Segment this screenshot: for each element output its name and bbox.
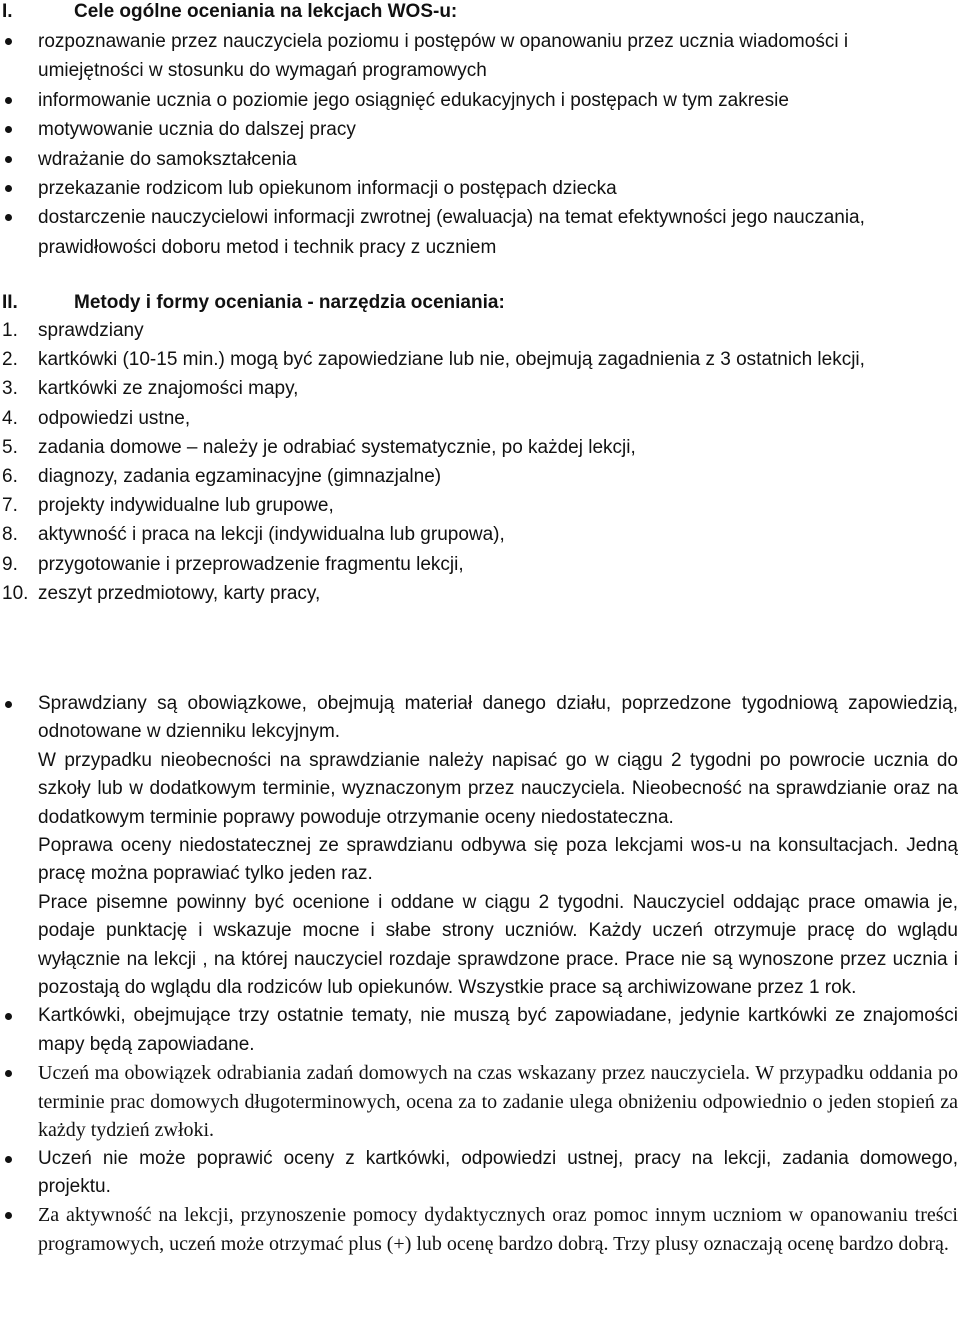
section-2-heading <box>2 288 505 317</box>
tool-item: 6. diagnozy, zadania egzaminacyjne (gimnazjalne) <box>2 466 442 488</box>
rules-list <box>0 690 958 1258</box>
rule-paragraph: Kartkówki, obejmujące trzy ostatnie tematy, nie muszą być zapowiadane, jedynie kartkówki ze znajomości mapy będą zapowiadane. <box>0 1002 958 1059</box>
goal-item: wdrażanie do samokształcenia <box>0 145 958 174</box>
tool-item: 5. zadania domowe – należy je odrabiać systematycznie, po każdej lekcji, <box>2 436 636 458</box>
rule-paragraph: Sprawdziany są obowiązkowe, obejmują materiał danego działu, poprzedzone tygodniową zapowiedzią, odnotowane w dzienniku lekcyjnym. <box>0 690 958 747</box>
goal-item: motywowanie ucznia do dalszej pracy <box>0 115 958 144</box>
section-2-title: Metody i formy oceniania - narzędzia oceniania: <box>74 292 505 313</box>
tool-item: 3. kartkówki ze znajomości mapy, <box>2 378 299 400</box>
rule-paragraph: Uczeń nie może poprawić oceny z kartkówki, odpowiedzi ustnej, pracy na lekcji, zadania domowego, projektu. <box>0 1145 958 1202</box>
rule-paragraph: Prace pisemne powinny być ocenione i oddane w ciągu 2 tygodni. Nauczyciel oddając prace omawia je, podaje punktację i wskazuje mocne i słabe strony uczniów. Każdy uczeń otrzymuje pracę do wglądu wyłącznie na lekcji , na której nauczyciel rozdaje sprawdzone prace. Prace nie są wynoszone przez ucznia i pozostają do wglądu dla rodziców lub opiekunów. Wszystkie prace są archiwizowane przez 1 rok. <box>38 891 958 999</box>
tool-item: 10. zeszyt przedmiotowy, karty pracy, <box>2 582 321 604</box>
tool-item: 8. aktywność i praca na lekcji (indywidualna lub grupowa), <box>2 524 505 546</box>
section-1-title: Cele ogólne oceniania na lekcjach WOS-u: <box>74 1 458 22</box>
goal-item: rozpoznawanie przez nauczyciela poziomu i postępów w opanowaniu przez ucznia wiadomości i umiejętności w stosunku do wymagań programowych <box>0 27 958 86</box>
goals-list <box>0 27 958 262</box>
goal-item: informowanie ucznia o poziomie jego osiągnięć edukacyjnych i postępach w tym zakresie <box>0 86 958 115</box>
section-1-heading <box>2 0 457 26</box>
rule-paragraph: Uczeń ma obowiązek odrabiania zadań domowych na czas wskazany przez nauczyciela. W przypadku oddania po terminie prac domowych długoterminowych, ocena za to zadanie ulega obniżeniu odpowiednio o jeden stopień za każdy tydzień zwłoki. <box>0 1059 958 1144</box>
rule-paragraph: Poprawa oceny niedostatecznej ze sprawdzianu odbywa się poza lekcjami wos-u na konsultacjach. Jedną pracę można poprawiać tylko jeden raz. <box>38 835 958 885</box>
rule-paragraph: W przypadku nieobecności na sprawdzianie należy napisać go w ciągu 2 tygodni po powrocie ucznia do szkoły lub w dodatkowym terminie, wyznaczonym przez nauczyciela. Nieobecność na sprawdzianie oraz na dodatkowym terminie poprawy powoduje otrzymanie oceny niedostateczna. <box>38 749 958 828</box>
section-2-number: II. <box>2 292 18 313</box>
section-1-number: I. <box>2 1 13 22</box>
tool-item: 2. kartkówki (10-15 min.) mogą być zapowiedziane lub nie, obejmują zagadnienia z 3 ostatnich lekcji, <box>2 349 865 371</box>
goal-item: przekazanie rodzicom lub opiekunom informacji o postępach dziecka <box>0 174 958 203</box>
goal-item: dostarczenie nauczycielowi informacji zwrotnej (ewaluacja) na temat efektywności jego nauczania, prawidłowości doboru metod i technik pracy z uczniem <box>0 203 958 262</box>
tool-item: 4. odpowiedzi ustne, <box>2 407 191 429</box>
rule-paragraph: Za aktywność na lekcji, przynoszenie pomocy dydaktycznych oraz pomoc innym uczniom w opanowaniu treści programowych, uczeń może otrzymać plus (+) lub ocenę bardzo dobrą. Trzy plusy oznaczają ocenę bardzo dobrą. <box>0 1201 958 1258</box>
tool-item: 7. projekty indywidualne lub grupowe, <box>2 495 334 517</box>
tool-item: 1. sprawdziany <box>2 320 144 341</box>
assessment-tools-list <box>0 316 958 608</box>
tool-item: 9. przygotowanie i przeprowadzenie fragmentu lekcji, <box>2 553 464 575</box>
